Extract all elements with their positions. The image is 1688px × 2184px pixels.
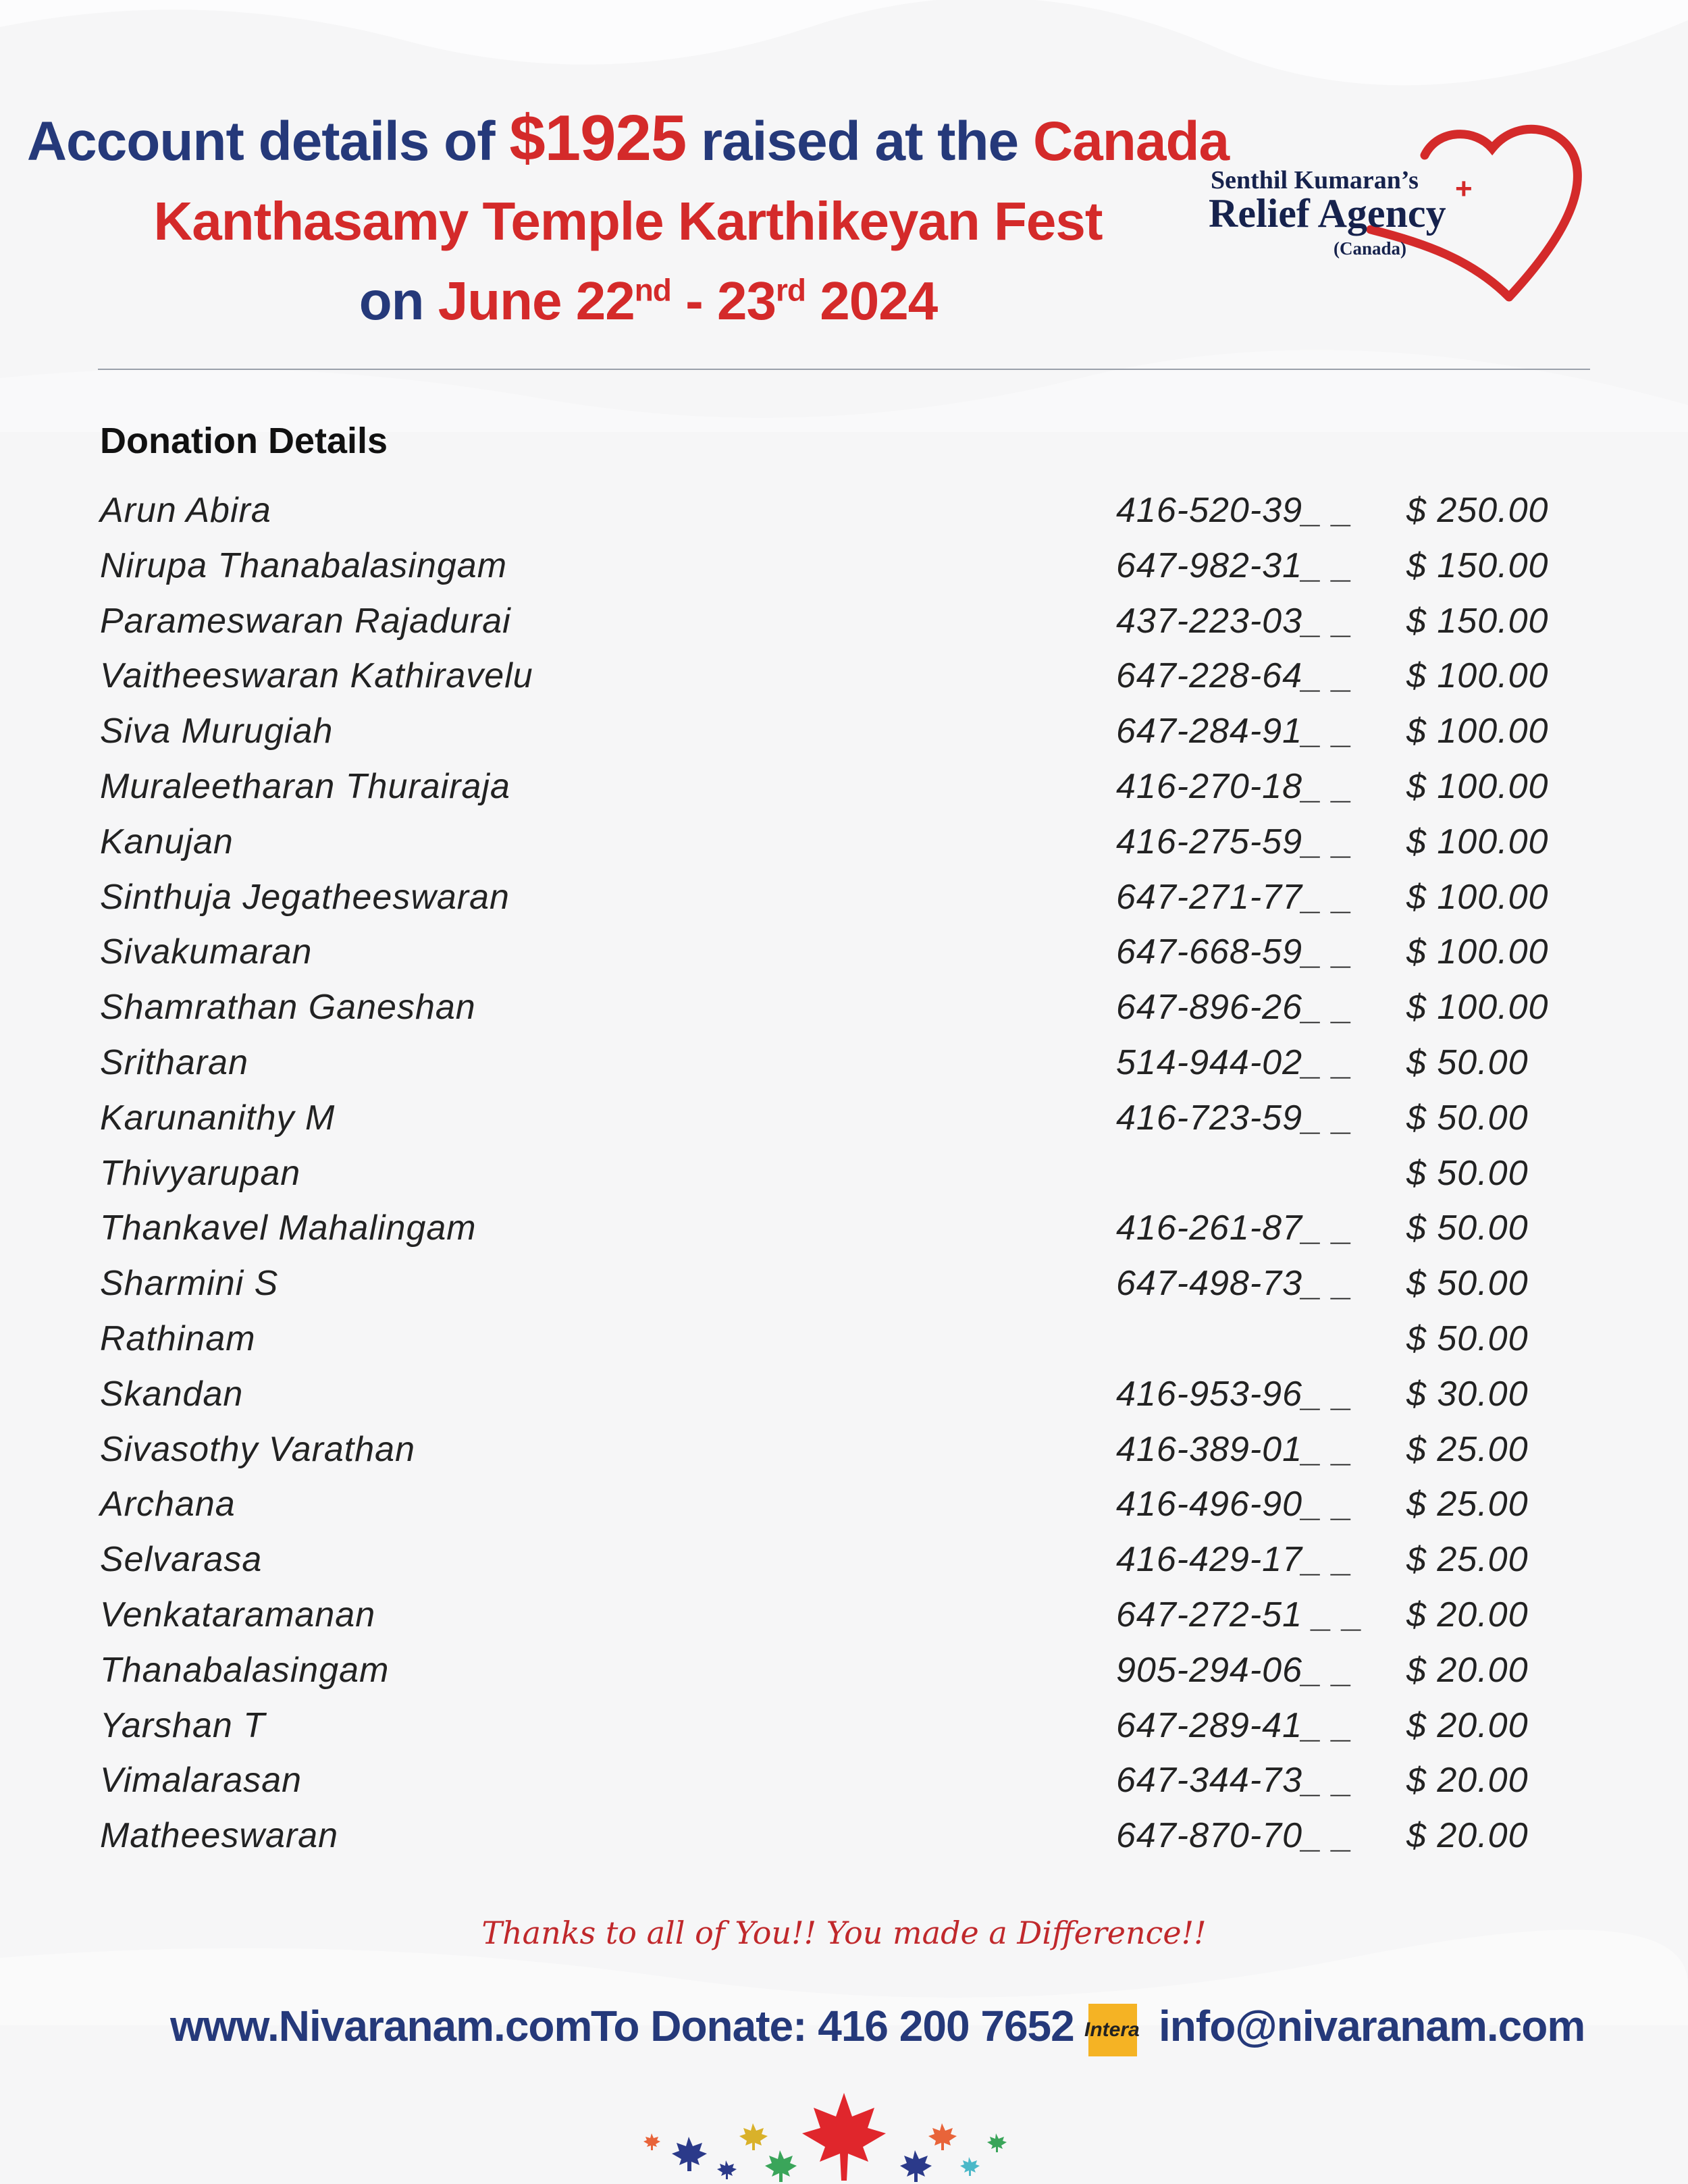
donation-amount: $ 20.00: [1406, 1761, 1529, 1801]
logo-cross-icon: +: [1455, 172, 1473, 205]
donation-row: [100, 1208, 1592, 1263]
donation-list: [100, 490, 1592, 1871]
donor-phone: 647-870-70_ _: [1116, 1816, 1354, 1856]
donor-name: Sritharan: [100, 1042, 248, 1082]
donor-phone: 416-520-39_ _: [1116, 491, 1354, 530]
donation-amount: $ 50.00: [1406, 1319, 1529, 1358]
donor-name: Vimalarasan: [100, 1761, 302, 1801]
donation-row: [100, 1319, 1592, 1374]
donation-amount: $ 50.00: [1406, 1208, 1529, 1248]
donor-name: Sharmini S: [100, 1264, 279, 1304]
donation-row: [100, 932, 1592, 987]
donation-row: [100, 490, 1592, 545]
donation-amount: $ 100.00: [1406, 877, 1549, 917]
donation-row: [100, 1539, 1592, 1595]
donor-phone: 416-496-90_ _: [1116, 1485, 1354, 1524]
title-line-2: Kanthasamy Temple Karthikeyan Fest: [153, 191, 1103, 251]
donation-row: [100, 1595, 1592, 1650]
donation-amount: $ 100.00: [1406, 656, 1549, 696]
donor-name: Archana: [100, 1485, 236, 1524]
donation-row: [100, 1815, 1592, 1871]
title-on: on: [359, 271, 438, 331]
title-line-1: [0, 101, 1256, 176]
donor-name: Kanujan: [100, 822, 234, 861]
title-line-3: [0, 270, 1296, 332]
interac-icon: Intera: [1088, 2004, 1137, 2056]
donation-amount: $ 150.00: [1406, 545, 1549, 585]
donor-phone: 514-944-02_ _: [1116, 1042, 1354, 1082]
donation-amount: $ 150.00: [1406, 601, 1549, 641]
donor-phone: 647-498-73_ _: [1116, 1264, 1354, 1304]
donation-amount: $ 50.00: [1406, 1264, 1529, 1304]
donor-name: Skandan: [100, 1374, 244, 1414]
donor-phone: 647-271-77_ _: [1116, 877, 1354, 917]
date-start-suffix: nd: [634, 272, 671, 308]
donation-row: [100, 1153, 1592, 1208]
donation-amount: $ 100.00: [1406, 712, 1549, 751]
donor-phone: 437-223-03_ _: [1116, 601, 1354, 641]
donate-phone: To Donate: 416 200 7652: [591, 2002, 1074, 2050]
donation-amount: $ 250.00: [1406, 491, 1549, 530]
thanks-message: Thanks to all of You!! You made a Difference!!: [481, 1915, 1207, 1951]
donation-row: [100, 545, 1592, 601]
donation-row: [100, 1429, 1592, 1485]
date-end-suffix: rd: [775, 272, 806, 308]
donor-phone: 647-982-31_ _: [1116, 545, 1354, 585]
donation-amount: $ 25.00: [1406, 1429, 1529, 1469]
donor-phone: 647-344-73_ _: [1116, 1761, 1354, 1801]
donor-name: Karunanithy M: [100, 1098, 336, 1138]
date-end: - 23: [670, 271, 776, 331]
donor-name: Venkataramanan: [100, 1595, 376, 1634]
donor-phone: 647-228-64_ _: [1116, 656, 1354, 696]
donor-name: Nirupa Thanabalasingam: [100, 545, 508, 585]
title-mid: raised at the: [686, 111, 1033, 172]
donation-row: [100, 1760, 1592, 1815]
donation-row: [100, 1484, 1592, 1539]
donor-name: Thankavel Mahalingam: [100, 1208, 477, 1248]
donation-row: [100, 601, 1592, 656]
donor-name: Vaitheeswaran Kathiravelu: [100, 656, 533, 696]
donor-phone: 416-261-87_ _: [1116, 1208, 1354, 1248]
donor-name: Matheeswaran: [100, 1816, 339, 1856]
donor-phone: 647-896-26_ _: [1116, 988, 1354, 1028]
donation-amount: $ 25.00: [1406, 1485, 1529, 1524]
date-year: 2024: [805, 271, 938, 331]
donation-amount: $ 20.00: [1406, 1595, 1529, 1634]
donation-amount: $ 50.00: [1406, 1042, 1529, 1082]
donor-phone: 647-272-51 _ _: [1116, 1595, 1364, 1634]
donation-amount: $ 50.00: [1406, 1098, 1529, 1138]
donor-phone: 647-668-59_ _: [1116, 932, 1354, 972]
donation-row: [100, 1650, 1592, 1705]
donation-row: [100, 711, 1592, 766]
donation-row: [100, 987, 1592, 1042]
donor-phone: 416-429-17_ _: [1116, 1540, 1354, 1580]
donor-phone: 416-270-18_ _: [1116, 766, 1354, 806]
raised-amount: $1925: [509, 102, 687, 174]
logo-country: (Canada): [1334, 238, 1407, 259]
donation-row: [100, 1705, 1592, 1761]
donation-amount: $ 30.00: [1406, 1374, 1529, 1414]
donation-amount: $ 20.00: [1406, 1816, 1529, 1856]
donation-amount: $ 100.00: [1406, 988, 1549, 1028]
date-start: June 22: [438, 271, 635, 331]
donation-amount: $ 100.00: [1406, 932, 1549, 972]
maple-leaves-icon: [608, 2086, 1080, 2184]
donor-name: Sivasothy Varathan: [100, 1429, 416, 1469]
donor-name: Thanabalasingam: [100, 1650, 390, 1690]
logo-agency: Relief Agency: [1209, 191, 1446, 236]
donation-amount: $ 50.00: [1406, 1153, 1529, 1193]
donor-name: Siva Murugiah: [100, 712, 334, 751]
donor-phone: 416-389-01_ _: [1116, 1429, 1354, 1469]
donor-name: Rathinam: [100, 1319, 256, 1358]
donor-phone: 416-723-59_ _: [1116, 1098, 1354, 1138]
donor-name: Yarshan T: [100, 1705, 266, 1745]
logo-name: Senthil Kumaran’s: [1211, 166, 1419, 194]
donation-row: [100, 877, 1592, 932]
donor-phone: 905-294-06_ _: [1116, 1650, 1354, 1690]
donation-row: [100, 1374, 1592, 1429]
donation-amount: $ 25.00: [1406, 1540, 1529, 1580]
email-link[interactable]: info@nivaranam.com: [1159, 2002, 1585, 2050]
donation-row: [100, 822, 1592, 877]
website-link[interactable]: www.Nivaranam.com: [170, 2002, 592, 2050]
donor-name: Parameswaran Rajadurai: [100, 601, 511, 641]
donor-phone: 647-284-91_ _: [1116, 712, 1354, 751]
donor-name: Selvarasa: [100, 1540, 263, 1580]
donation-amount: $ 100.00: [1406, 766, 1549, 806]
donor-phone: 416-953-96_ _: [1116, 1374, 1354, 1414]
donation-row: [100, 1263, 1592, 1319]
donation-amount: $ 100.00: [1406, 822, 1549, 861]
donation-amount: $ 20.00: [1406, 1705, 1529, 1745]
donor-name: Shamrathan Ganeshan: [100, 988, 476, 1028]
title-prefix: Account details of: [26, 111, 510, 172]
donation-amount: $ 20.00: [1406, 1650, 1529, 1690]
donation-row: [100, 1098, 1592, 1153]
title-place: Canada: [1032, 111, 1230, 172]
donation-row: [100, 766, 1592, 822]
donor-phone: 647-289-41_ _: [1116, 1705, 1354, 1745]
donor-name: Sinthuja Jegatheeswaran: [100, 877, 510, 917]
donation-row: [100, 1042, 1592, 1098]
donor-name: Arun Abira: [100, 491, 271, 530]
donor-name: Sivakumaran: [100, 932, 313, 972]
donation-row: [100, 656, 1592, 711]
donor-phone: 416-275-59_ _: [1116, 822, 1354, 861]
section-title: Donation Details: [100, 421, 388, 461]
header-divider: [98, 369, 1590, 370]
donor-name: Thivyarupan: [100, 1153, 301, 1193]
donor-name: Muraleetharan Thurairaja: [100, 766, 510, 806]
